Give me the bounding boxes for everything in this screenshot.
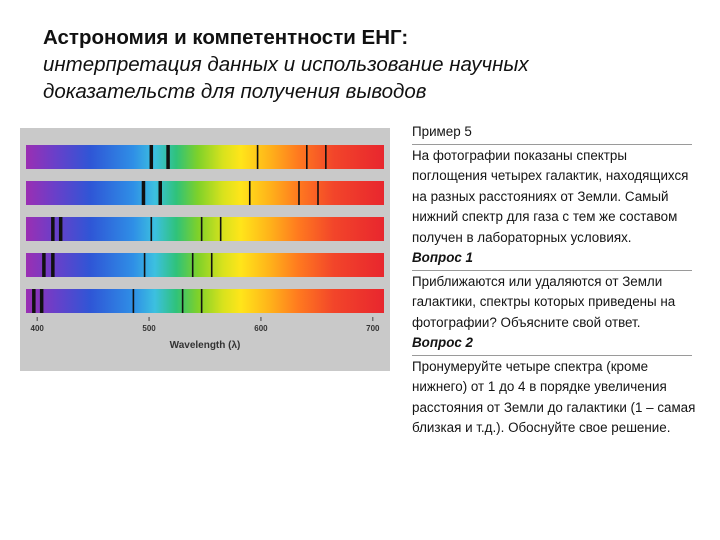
absorption-line [257, 145, 259, 169]
absorption-line [142, 181, 146, 205]
title-line-2: интерпретация данных и использование научных [43, 53, 529, 76]
example-label: Пример 5 [412, 124, 472, 139]
tick-label: 400 [30, 324, 44, 333]
absorption-line [144, 253, 146, 277]
tick-label: 600 [254, 324, 268, 333]
tick-label: 700 [366, 324, 380, 333]
absorption-line [51, 217, 55, 241]
absorption-line [211, 253, 213, 277]
absorption-line [325, 145, 327, 169]
absorption-line [249, 181, 251, 205]
example-description: На фотографии показаны спектры поглощения четырех галактик, находящихся на разных расстояниях от Земли. Самый нижний спектр для газа с тем же составом получен в лабораторных условиях. [412, 147, 689, 245]
divider [412, 355, 692, 356]
spectra-svg [20, 128, 390, 371]
axis-label: Wavelength (λ) [169, 340, 241, 351]
question-1-label: Вопрос 1 [412, 250, 474, 265]
absorption-line [192, 253, 194, 277]
absorption-line [51, 253, 55, 277]
absorption-line [317, 181, 319, 205]
absorption-line [201, 289, 203, 313]
divider [412, 144, 692, 145]
absorption-line [159, 181, 163, 205]
question-1-text: Приближаются или удаляются от Земли галактики, спектры которых приведены на фотографии? Объясните свой ответ. [412, 273, 676, 330]
absorption-line [133, 289, 135, 313]
tick-label: 500 [142, 324, 156, 333]
absorption-line [151, 217, 153, 241]
spectrum-band-3 [26, 217, 384, 241]
divider [412, 270, 692, 271]
spectrum-band-2 [26, 181, 384, 205]
slide-title [43, 24, 683, 105]
absorption-line [150, 145, 154, 169]
spectra-figure [20, 128, 390, 371]
absorption-line [201, 217, 203, 241]
absorption-line [182, 289, 184, 313]
question-2-text: Пронумеруйте четыре спектра (кроме нижнего) от 1 до 4 в порядке увеличения расстояния от Земли до галактики (1 – самая близкая и т.д.). Обоснуйте свое решение. [412, 358, 696, 435]
title-line-1: Астрономия и компетентности ЕНГ: [43, 26, 409, 49]
absorption-line [59, 217, 63, 241]
absorption-line [40, 289, 44, 313]
absorption-line [32, 289, 36, 313]
task-text [412, 122, 702, 439]
spectrum-band-1 [26, 145, 384, 169]
absorption-line [220, 217, 222, 241]
absorption-line [42, 253, 46, 277]
spectrum-band-4 [26, 253, 384, 277]
absorption-line [166, 145, 170, 169]
title-line-3: доказательств для получения выводов [43, 80, 427, 103]
absorption-line [298, 181, 300, 205]
question-2-label: Вопрос 2 [412, 335, 474, 350]
absorption-line [306, 145, 308, 169]
spectrum-band-5 [26, 289, 384, 313]
